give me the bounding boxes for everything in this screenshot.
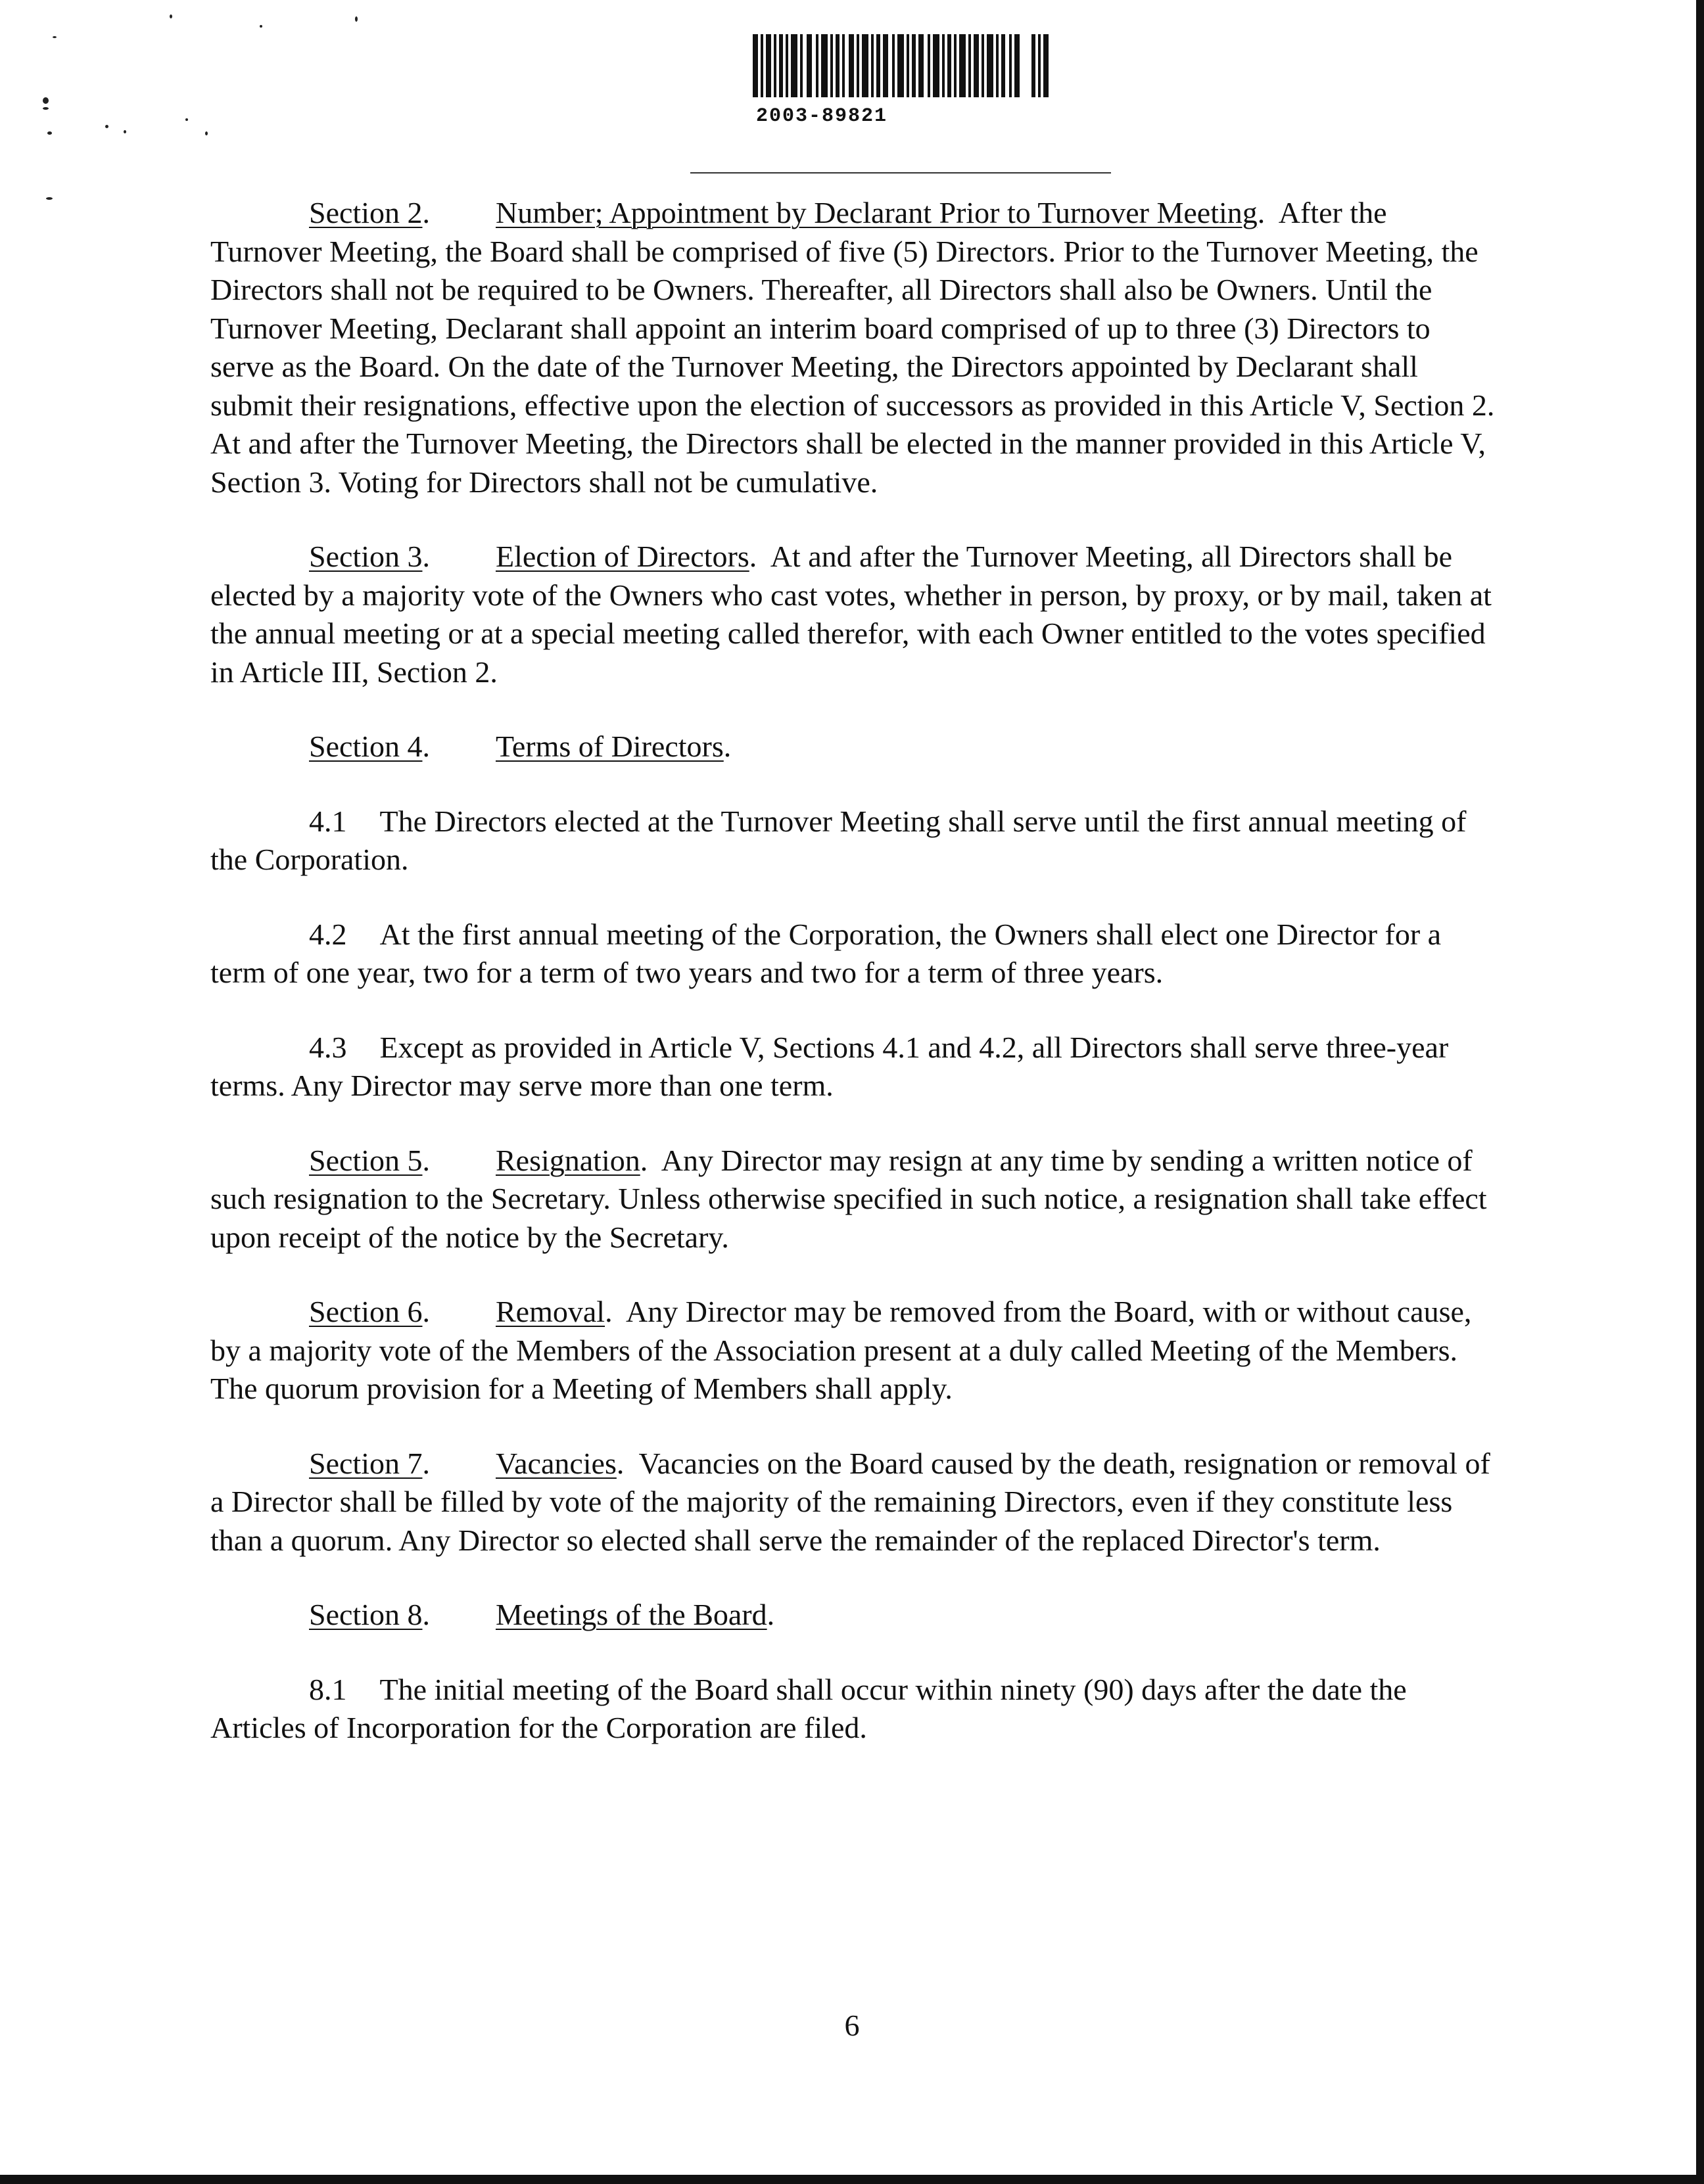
section-body: Any Director may resign at any time by sending a written notice of such resignation to the Secretary. Unless otherwise specified in such notice, a resignation shall take effect upon receipt of the notice by the Secretary. <box>210 1143 1487 1254</box>
subsection-body: The Directors elected at the Turnover Meeting shall serve until the first annual meeting of the Corporation. <box>210 804 1467 876</box>
subsection-number: 8.1 <box>309 1672 347 1706</box>
section-number: Section 7 <box>309 1446 423 1480</box>
section-7: Section 7. Vacancies. Vacancies on the Board caused by the death, resignation or removal of a Director shall be filled by vote of the majority of the remaining Directors, even if they constitute less than a quorum. Any Director so elected shall serve the remainder of the replaced Director's term. <box>210 1446 1490 1557</box>
section-number: Section 8 <box>309 1598 423 1631</box>
subsection-4-3 <box>210 1029 1499 1105</box>
section-number: Section 4 <box>309 730 423 763</box>
section-3: Section 3. Election of Directors. At and after the Turnover Meeting, all Directors shall be elected by a majority vote of the Owners who cast votes, whether in person, by proxy, or by mail, taken at the annual meeting or at a special meeting called therefor, with each Owner entitled to the votes specified in Article III, Section 2. <box>210 540 1492 689</box>
barcode <box>753 34 1052 97</box>
section-5: Section 5. Resignation. Any Director may resign at any time by sending a written notice of such resignation to the Secretary. Unless otherwise specified in such notice, a resignation shall take effect upon receipt of the notice by the Secretary. <box>210 1143 1487 1254</box>
section-body: Any Director may be removed from the Board, with or without cause, by a majority vote of the Members of the Association present at a duly called Meeting of the Members. The quorum provision for a Meeting of Members shall apply. <box>210 1295 1472 1405</box>
page-number: 6 <box>844 2009 860 2042</box>
subsection-8-1 <box>210 1671 1499 1748</box>
section-title: Removal <box>495 1295 605 1328</box>
barcode-number: 2003-89821 <box>756 105 888 128</box>
section-title: Resignation <box>495 1143 640 1177</box>
subsection-number: 4.2 <box>309 917 347 951</box>
subsection-body: Except as provided in Article V, Sections 4.1 and 4.2, all Directors shall serve three-year terms. Any Director may serve more than one term. <box>210 1030 1449 1102</box>
section-title: Vacancies <box>495 1446 617 1480</box>
section-title: Terms of Directors <box>495 730 724 763</box>
header-rule <box>690 172 1111 174</box>
section-body: Vacancies on the Board caused by the death, resignation or removal of a Director shall be filled by vote of the majority of the remaining Directors, even if they constitute less than a quorum. Any Director so elected shall serve the remainder of the replaced Director's term. <box>210 1446 1490 1557</box>
section-body: After the Turnover Meeting, the Board shall be comprised of five (5) Directors. Prior to the Turnover Meeting, the Directors shall not be required to be Owners. Thereafter, all Directors shall also be Owners. Until the Turnover Meeting, Declarant shall appoint an interim board comprised of up to three (3) Directors to serve as the Board. On the date of the Turnover Meeting, the Directors appointed by Declarant shall submit their resignations, effective upon the election of successors as provided in this Article V, Section 2. At and after the Turnover Meeting, the Directors shall be elected in the manner provided in this Article V, Section 3. Voting for Directors shall not be cumulative. <box>210 196 1495 499</box>
subsection-number: 4.3 <box>309 1030 347 1064</box>
subsection-number: 4.1 <box>309 804 347 838</box>
subsection-4-2 <box>210 916 1499 992</box>
subsection-body: At the first annual meeting of the Corporation, the Owners shall elect one Director for a term of one year, two for a term of two years and two for a term of three years. <box>210 917 1442 989</box>
section-number: Section 5 <box>309 1143 423 1177</box>
section-title: Election of Directors <box>495 540 749 573</box>
document-body <box>210 194 1499 1784</box>
section-title: Number; Appointment by Declarant Prior to Turnover Meeting <box>495 196 1258 229</box>
subsection-body: The initial meeting of the Board shall occur within ninety (90) days after the date the Articles of Incorporation for the Corporation are filed. <box>210 1672 1407 1744</box>
section-number: Section 3 <box>309 540 423 573</box>
section-number: Section 2 <box>309 196 423 229</box>
section-4: Section 4. Terms of Directors. <box>309 730 732 763</box>
section-8: Section 8. Meetings of the Board. <box>309 1598 775 1631</box>
section-title: Meetings of the Board <box>495 1598 767 1631</box>
section-6: Section 6. Removal. Any Director may be removed from the Board, with or without cause, by a majority vote of the Members of the Association present at a duly called Meeting of the Members. The quorum provision for a Meeting of Members shall apply. <box>210 1295 1472 1405</box>
section-body: At and after the Turnover Meeting, all Directors shall be elected by a majority vote of the Owners who cast votes, whether in person, by proxy, or by mail, taken at the annual meeting or at a special meeting called therefor, with each Owner entitled to the votes specified in Article III, Section 2. <box>210 540 1492 689</box>
section-2: Section 2. Number; Appointment by Declarant Prior to Turnover Meeting. After the Turnover Meeting, the Board shall be comprised of five (5) Directors. Prior to the Turnover Meeting, the Directors shall not be required to be Owners. Thereafter, all Directors shall also be Owners. Until the Turnover Meeting, Declarant shall appoint an interim board comprised of up to three (3) Directors to serve as the Board. On the date of the Turnover Meeting, the Directors appointed by Declarant shall submit their resignations, effective upon the election of successors as provided in this Article V, Section 2. At and after the Turnover Meeting, the Directors shall be elected in the manner provided in this Article V, Section 3. Voting for Directors shall not be cumulative. <box>210 196 1495 499</box>
section-number: Section 6 <box>309 1295 423 1328</box>
subsection-4-1 <box>210 802 1499 879</box>
